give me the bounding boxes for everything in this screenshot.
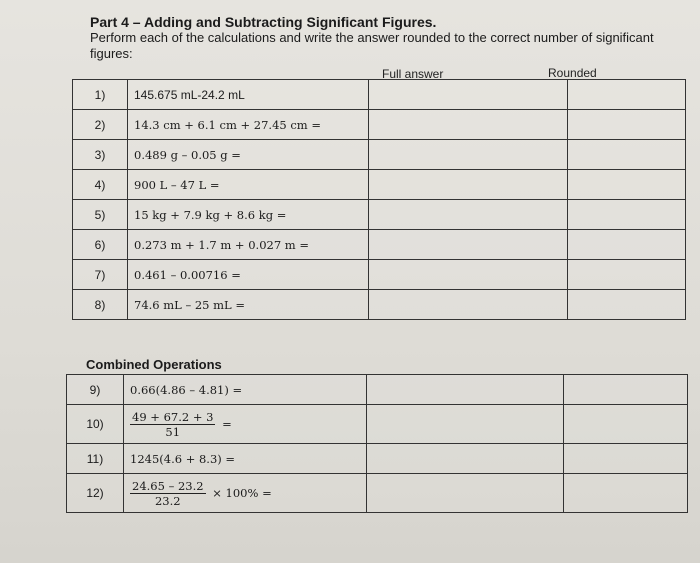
rounded-cell[interactable]: [568, 230, 686, 260]
row-expression: 1245(4.6 + 8.3) =: [124, 444, 367, 474]
full-answer-cell[interactable]: [367, 474, 564, 513]
table-row: [73, 80, 686, 110]
table-row: [73, 290, 686, 320]
full-answer-label: Full answer: [382, 67, 444, 81]
table-row: [73, 200, 686, 230]
row-number: 8): [73, 290, 128, 320]
heading: [90, 14, 690, 62]
full-answer-cell[interactable]: [369, 170, 568, 200]
table-row: [73, 170, 686, 200]
part-one-table: [72, 79, 686, 320]
row-expression: 145.675 mL-24.2 mL: [128, 80, 369, 110]
row-number: 11): [67, 444, 124, 474]
row-number: 5): [73, 200, 128, 230]
rounded-cell[interactable]: [568, 200, 686, 230]
table-row: [67, 474, 688, 513]
rounded-cell[interactable]: [568, 140, 686, 170]
instructions: Perform each of the calculations and write the answer rounded to the correct number of significant figures:: [90, 30, 654, 61]
rounded-cell[interactable]: [564, 405, 688, 444]
table-row: [67, 405, 688, 444]
fraction-denominator: 23.2: [154, 493, 181, 508]
full-answer-cell[interactable]: [369, 80, 568, 110]
row-expression: [124, 474, 367, 513]
table-row: [73, 140, 686, 170]
table-row: [67, 375, 688, 405]
full-answer-cell[interactable]: [369, 110, 568, 140]
full-answer-cell[interactable]: [369, 230, 568, 260]
row-number: 7): [73, 260, 128, 290]
full-answer-cell[interactable]: [367, 375, 564, 405]
fraction: [130, 479, 206, 508]
table-row: [67, 444, 688, 474]
row-expression: 0.461 – 0.00716 =: [128, 260, 369, 290]
table-row: [73, 110, 686, 140]
combined-table: [66, 374, 688, 513]
full-answer-cell[interactable]: [369, 290, 568, 320]
fraction-suffix: × 100% =: [212, 486, 272, 500]
combined-operations-title: Combined Operations: [86, 357, 222, 372]
row-number: 9): [67, 375, 124, 405]
row-number: 3): [73, 140, 128, 170]
full-answer-cell[interactable]: [367, 405, 564, 444]
fraction-denominator: 51: [165, 424, 181, 439]
rounded-cell[interactable]: [564, 375, 688, 405]
fraction-numerator: 24.65 – 23.2: [132, 478, 204, 493]
table-row: [73, 260, 686, 290]
part-title: Part 4 – Adding and Subtracting Significant Figures.: [90, 14, 437, 30]
rounded-cell[interactable]: [564, 444, 688, 474]
row-expression: [124, 405, 367, 444]
rounded-cell[interactable]: [568, 170, 686, 200]
row-expression: 14.3 cm + 6.1 cm + 27.45 cm =: [128, 110, 369, 140]
full-answer-cell[interactable]: [369, 140, 568, 170]
row-number: 6): [73, 230, 128, 260]
full-answer-cell[interactable]: [369, 260, 568, 290]
row-number: 2): [73, 110, 128, 140]
row-number: 1): [73, 80, 128, 110]
rounded-cell[interactable]: [568, 110, 686, 140]
row-expression: 900 L – 47 L =: [128, 170, 369, 200]
row-expression: 15 kg + 7.9 kg + 8.6 kg =: [128, 200, 369, 230]
row-expression: 0.273 m + 1.7 m + 0.027 m =: [128, 230, 369, 260]
rounded-label: Rounded: [548, 66, 597, 80]
fraction: [130, 410, 215, 439]
full-answer-cell[interactable]: [369, 200, 568, 230]
fraction-numerator: 49 + 67.2 + 3: [132, 409, 214, 424]
row-expression: 74.6 mL – 25 mL =: [128, 290, 369, 320]
rounded-cell[interactable]: [568, 260, 686, 290]
row-number: 12): [67, 474, 124, 513]
rounded-cell[interactable]: [568, 290, 686, 320]
rounded-cell[interactable]: [568, 80, 686, 110]
rounded-cell[interactable]: [564, 474, 688, 513]
row-number: 10): [67, 405, 124, 444]
fraction-suffix: =: [222, 417, 232, 431]
row-number: 4): [73, 170, 128, 200]
table-row: [73, 230, 686, 260]
row-expression: 0.66(4.86 – 4.81) =: [124, 375, 367, 405]
full-answer-cell[interactable]: [367, 444, 564, 474]
row-expression: 0.489 g – 0.05 g =: [128, 140, 369, 170]
